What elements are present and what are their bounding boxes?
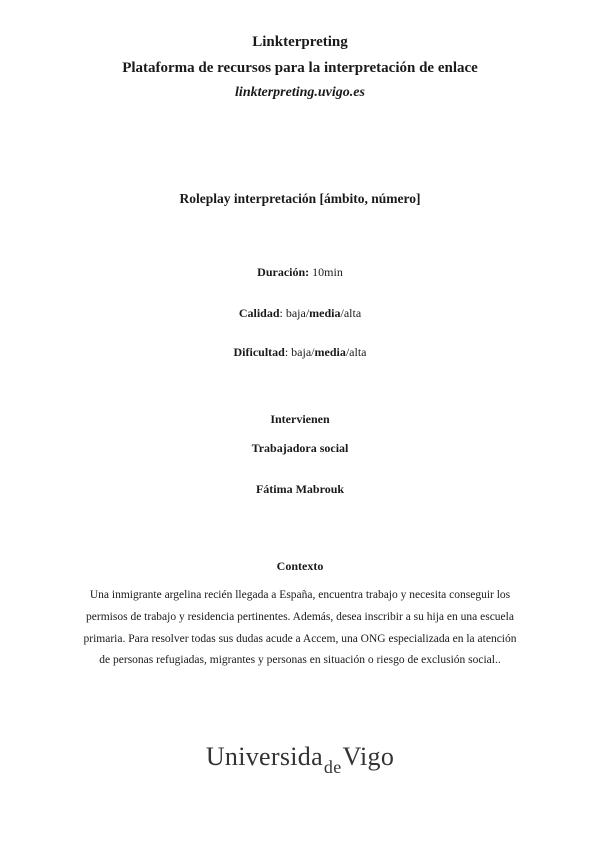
difficulty-low: baja/ — [291, 345, 315, 359]
quality-line — [0, 306, 600, 321]
site-subtitle: Plataforma de recursos para la interpretación de enlace — [122, 60, 478, 76]
duration-line — [0, 265, 600, 280]
logo-part-2: de — [323, 757, 342, 777]
document-title: Roleplay interpretación [ámbito, número] — [179, 191, 421, 206]
participant-2: Fátima Mabrouk — [255, 482, 345, 496]
site-url-link[interactable]: linkterpreting.uvigo.es — [235, 85, 365, 100]
quality-label: Calidad — [238, 306, 280, 320]
duration-label: Duración: — [257, 265, 310, 279]
difficulty-selected: media — [314, 345, 346, 359]
difficulty-high: /alta — [345, 345, 367, 359]
quality-low: baja/ — [285, 306, 310, 320]
difficulty-label: Dificultad — [233, 345, 285, 359]
quality-selected: media — [309, 306, 341, 320]
context-body: Una inmigrante argelina recién llegada a España, encuentra trabajo y necesita conseguir los permisos de trabajo y residencia pertinentes. Además, desea inscribir a su hija en una escuela primaria. Para resolver todas sus dudas acude a Accem, una ONG especializada en la atención de personas refugiadas, migrantes y personas en situación o riesgo de exclusión social.. — [83, 589, 517, 667]
logo-part-3: Vigo — [342, 742, 395, 771]
logo-part-1: Universida — [205, 742, 323, 771]
difficulty-line — [0, 345, 600, 360]
context-heading: Contexto — [276, 559, 324, 573]
site-title: Linkterpreting — [252, 34, 348, 50]
quality-high: /alta — [340, 306, 362, 320]
difficulty-colon: : — [284, 345, 289, 359]
quality-colon: : — [279, 306, 283, 320]
universidade-de-vigo-logo — [0, 742, 600, 777]
participants-heading: Intervienen — [270, 412, 330, 426]
duration-value: 10min — [312, 265, 343, 279]
participant-1: Trabajadora social — [251, 441, 349, 455]
